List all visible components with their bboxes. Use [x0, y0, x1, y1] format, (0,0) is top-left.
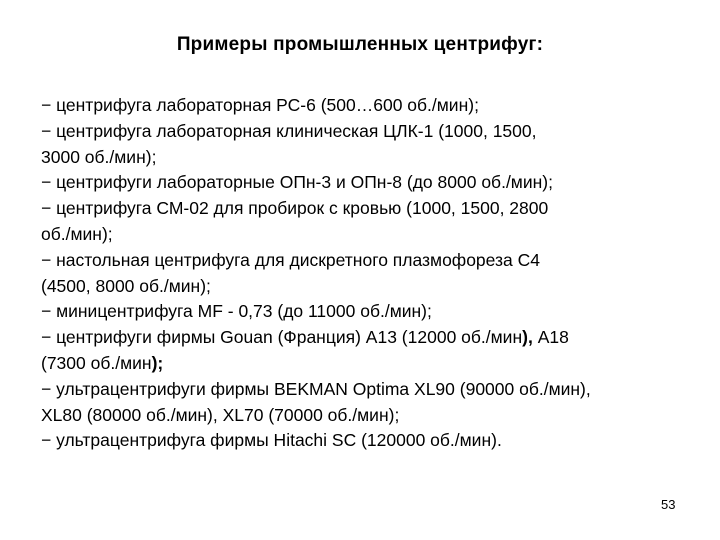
- bold-punctuation: ),: [522, 327, 533, 348]
- list-line: 3000 об./мин);: [41, 146, 157, 167]
- list-line-text: (7300 об./мин: [41, 352, 152, 373]
- list-line: − центрифуга СМ-02 для пробирок с кровью (1000, 1500, 2800: [41, 198, 549, 219]
- list-line-text: А18: [532, 327, 569, 348]
- centrifuge-list: [41, 93, 691, 454]
- list-line: − центрифуга лабораторная клиническая ЦЛК-1 (1000, 1500,: [41, 120, 537, 141]
- list-line: − центрифуга лабораторная РС-6 (500…600 об./мин);: [41, 95, 479, 115]
- list-line: [41, 325, 691, 351]
- list-line: − ультрацентрифуги фирмы BEKMAN Optima XL90 (90000 об./мин),: [41, 378, 591, 399]
- bold-punctuation: );: [151, 352, 164, 373]
- list-line-text: − центрифуги фирмы Gouan (Франция) А13 (12000 об./мин: [41, 327, 523, 348]
- page-number: 53: [661, 497, 676, 512]
- slide-title: Примеры промышленных центрифуг:: [176, 34, 544, 55]
- list-line: − центрифуги лабораторные ОПн-3 и ОПн-8 (до 8000 об./мин);: [41, 172, 553, 193]
- list-line: (4500, 8000 об./мин);: [41, 275, 211, 296]
- list-line: − настольная центрифуга для дискретного плазмофореза С4: [41, 249, 541, 270]
- list-line: − ультрацентрифуга фирмы Hitachi SC (120000 об./мин).: [41, 430, 502, 451]
- list-line: [41, 351, 691, 377]
- list-line: − миницентрифуга MF - 0,73 (до 11000 об./мин);: [41, 301, 432, 322]
- list-line: XL80 (80000 об./мин), XL70 (70000 об./мин);: [41, 404, 400, 425]
- list-line: об./мин);: [41, 223, 113, 244]
